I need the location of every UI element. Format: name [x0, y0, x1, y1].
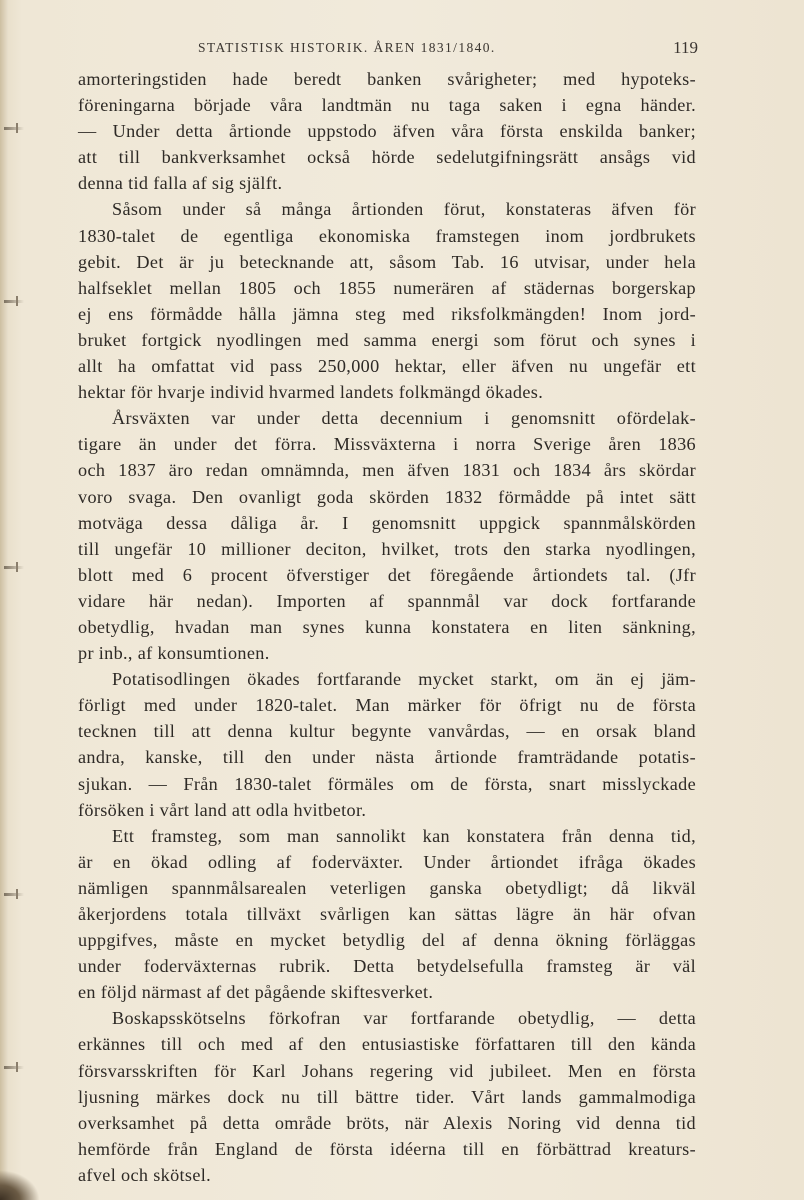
header-title: STATISTISK HISTORIK. ÅREN 1831/1840.: [198, 40, 496, 55]
text-line: overksamhet på detta område bröts, när Alexis Noring vid denna tid: [78, 1112, 696, 1133]
text-line: bruket fortgick nyodlingen med samma energi som förut och synes i: [78, 329, 696, 350]
text-line: gebit. Det är ju betecknande att, såsom Tab. 16 utvisar, under hela: [78, 251, 696, 272]
text-line: tigare än under det förra. Missväxterna i norra Sverige åren 1836: [78, 434, 696, 455]
text-line: halfseklet mellan 1805 och 1855 numerären af städernas borgerskap: [78, 277, 696, 298]
text-line: 1830-talet de egentliga ekonomiska framstegen inom jordbrukets: [78, 225, 696, 246]
text-line: Potatisodlingen ökades fortfarande mycket starkt, om än ej jäm-: [112, 669, 696, 690]
text-line: försvarsskriften för Karl Johans regering vid jubileet. Men en första: [78, 1060, 696, 1081]
text-line: hektar för hvarje individ hvarmed landets folkmängd ökades.: [78, 382, 544, 403]
text-line: Boskapsskötselns förkofran var fortfarande obetydlig, — detta: [112, 1008, 696, 1029]
text-line: försöken i vårt land att odla hvitbetor.: [78, 799, 367, 820]
text-line: obetydlig, hvadan man synes kunna konstatera en liten sänkning,: [78, 616, 696, 637]
text-line: amorteringstiden hade beredt banken svårigheter; med hypoteks-: [78, 69, 696, 89]
text-line: Årsväxten var under detta decennium i genomsnitt ofördelak-: [112, 408, 696, 429]
margin-mark: [4, 300, 24, 303]
page-edge: [0, 0, 8, 1200]
text-line: ej ens förmådde hålla jämna steg med riksfolkmängden! Inom jord-: [78, 303, 696, 324]
page-number: 119: [673, 38, 698, 57]
text-line: förligt med under 1820-talet. Man märker för öfrigt nu de första: [78, 695, 696, 716]
running-header: [78, 38, 698, 62]
margin-mark: [4, 1066, 24, 1069]
text-line: nämligen spannmålsarealen veterligen ganska obetydligt; då likväl: [78, 877, 696, 898]
text-line: föreningarna började våra landtmän nu taga saken i egna händer.: [78, 95, 696, 116]
text-line: erkännes till och med af den entusiastiske författaren till den kända: [78, 1034, 696, 1055]
text-line: vidare här nedan). Importen af spannmål var dock fortfarande: [78, 590, 696, 611]
text-line: tecknen till att denna kultur begynte vanvårdas, — en orsak bland: [78, 721, 696, 742]
body-text: [78, 66, 696, 1188]
text-line: ljusning märkes dock nu till bättre tider. Vårt lands gammalmodiga: [78, 1086, 696, 1107]
margin-mark: [4, 566, 24, 569]
text-line: allt ha omfattat vid pass 250,000 hektar, eller äfven nu ungefär ett: [78, 356, 696, 377]
text-line: Ett framsteg, som man sannolikt kan konstatera från denna tid,: [112, 825, 696, 846]
text-line: blott med 6 procent öfverstiger det föregående årtiondets tal. (Jfr: [78, 564, 696, 585]
text-line: andra, kanske, till den under nästa årtionde framträdande potatis-: [78, 747, 696, 768]
text-line: motväga dessa dåliga år. I genomsnitt uppgick spannmålskörden: [78, 512, 696, 533]
margin-mark: [4, 127, 24, 130]
text-line: pr inb., af konsumtionen.: [78, 643, 270, 664]
text-line: hemförde från England de första idéerna till en förbättrad kreaturs-: [78, 1138, 696, 1159]
text-line: en följd närmast af det pågående skiftesverket.: [78, 982, 434, 1003]
text-line: voro svaga. Den ovanligt goda skörden 1832 förmådde på intet sätt: [78, 486, 696, 507]
text-line: Såsom under så många årtionden förut, konstateras äfven för: [112, 199, 696, 220]
text-line: är en ökad odling af foderväxter. Under årtiondet ifråga ökades: [78, 851, 696, 872]
text-line: sjukan. — Från 1830-talet förmäles om de första, snart misslyckade: [78, 773, 696, 794]
text-line: under foderväxternas rubrik. Detta betydelsefulla framsteg är väl: [78, 956, 696, 977]
text-line: att till bankverksamhet också hörde sedelutgifningsrätt ansågs vid: [78, 147, 696, 168]
text-line: uppgifves, måste en mycket betydlig del af denna ökning förläggas: [78, 930, 696, 951]
text-line: till ungefär 10 millioner deciton, hvilket, trots den starka nyodlingen,: [78, 538, 696, 559]
page-corner-shadow: [0, 1170, 40, 1200]
text-line: och 1837 äro redan omnämnda, men äfven 1831 och 1834 års skördar: [78, 460, 696, 481]
margin-mark: [4, 893, 24, 896]
text-line: denna tid falla af sig själft.: [78, 173, 283, 194]
text-line: — Under detta årtionde uppstodo äfven våra första enskilda banker;: [78, 121, 696, 142]
text-line: afvel och skötsel.: [78, 1164, 212, 1185]
text-line: åkerjordens totala tillväxt svårligen kan sättas lägre än här ofvan: [78, 904, 696, 924]
